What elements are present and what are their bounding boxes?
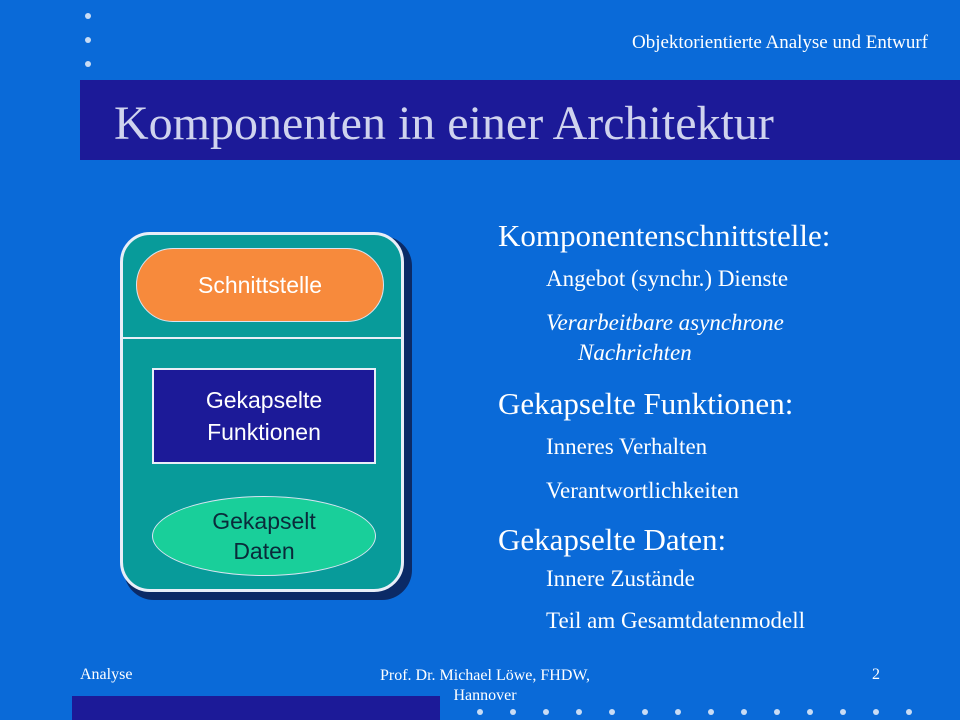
footer-section: Analyse xyxy=(80,666,133,683)
dot-decoration xyxy=(807,709,813,715)
functions-item-behavior: Inneres Verhalten xyxy=(546,434,708,459)
data-item-model: Teil am Gesamtdatenmodell xyxy=(546,608,805,633)
data-label-line2: Daten xyxy=(233,538,295,564)
dot-decoration xyxy=(840,709,846,715)
dot-decoration xyxy=(675,709,681,715)
dot-decoration xyxy=(609,709,615,715)
interface-shape xyxy=(136,248,384,322)
dot-decoration xyxy=(85,37,91,43)
dot-decoration xyxy=(85,13,91,19)
data-item-states: Innere Zustände xyxy=(546,566,695,591)
data-label-line1: Gekapselt xyxy=(212,508,316,534)
footer-author-line2: Hannover xyxy=(453,687,517,704)
functions-label-line2: Funktionen xyxy=(207,419,321,445)
dot-decoration xyxy=(741,709,747,715)
course-title: Objektorientierte Analyse und Entwurf xyxy=(631,32,928,53)
dot-decoration xyxy=(477,709,483,715)
dot-decoration xyxy=(543,709,549,715)
functions-label-line1: Gekapselte xyxy=(205,387,323,413)
functions-heading: Gekapselte Funktionen: xyxy=(498,386,794,421)
interface-item-messages-line1: Verarbeitbare asynchrone xyxy=(546,310,784,335)
functions-item-responsibilities: Verantwortlichkeiten xyxy=(546,478,739,503)
data-heading: Gekapselte Daten: xyxy=(498,522,727,557)
footer-author xyxy=(330,666,640,706)
dot-decoration xyxy=(510,709,516,715)
data-oval xyxy=(152,496,376,576)
dot-decoration xyxy=(85,61,91,67)
dot-decoration xyxy=(873,709,879,715)
interface-heading: Komponentenschnittstelle: xyxy=(498,218,831,253)
dot-decoration xyxy=(642,709,648,715)
footer-author-line1: Prof. Dr. Michael Löwe, FHDW, xyxy=(379,667,591,684)
dot-decoration xyxy=(708,709,714,715)
component-divider xyxy=(122,337,402,339)
interface-label: Schnittstelle xyxy=(197,271,322,298)
footer-page-number: 2 xyxy=(872,666,880,683)
functions-box xyxy=(152,368,376,464)
interface-item-services: Angebot (synchr.) Dienste xyxy=(546,266,789,291)
interface-item-messages-line2: Nachrichten xyxy=(578,340,692,365)
dot-decoration xyxy=(906,709,912,715)
slide-title: Komponenten in einer Architektur xyxy=(114,97,774,150)
dot-decoration xyxy=(576,709,582,715)
dot-decoration xyxy=(774,709,780,715)
